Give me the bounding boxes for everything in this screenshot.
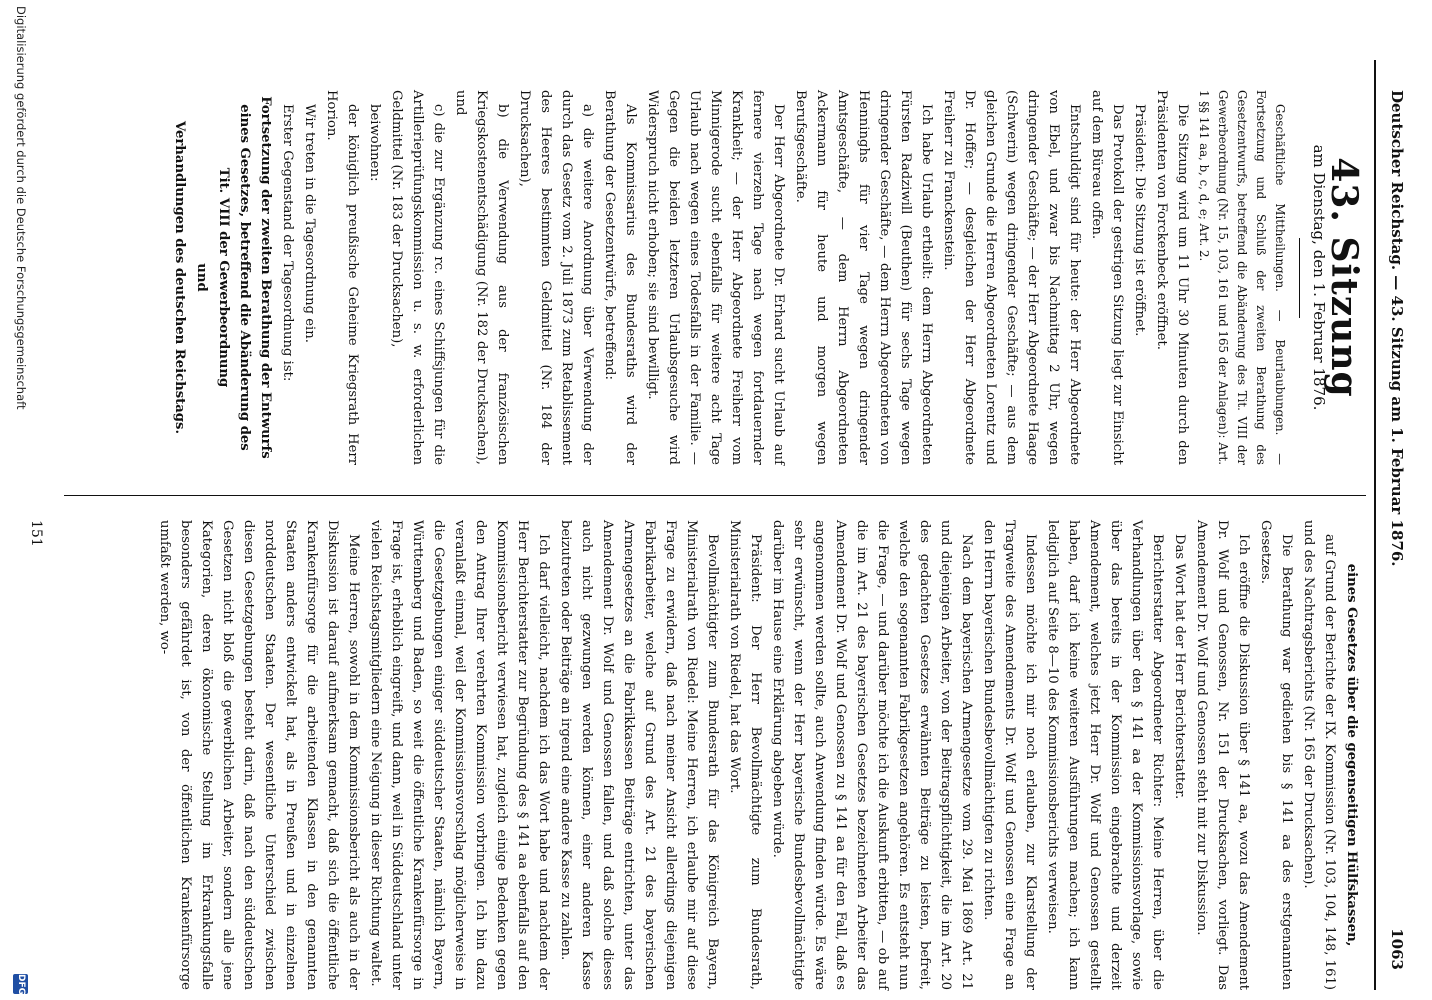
paragraph: Bevollmächtigter zum Bundesrath für das Königreich Bayern, Ministerialrath von Riedel: Meine Herren, ich erlaube mir auf diese Frage zu erwidern, daß nach meiner Ansicht allerdings diejenigen Fabrikarbeiter, welche auf Grund des Art. 21 des bayerischen Armengesetzes an die Fabrikkassen Beiträge entrichten, unter das Amendement Dr. Wolf und Genossen fallen, und daß solche dieses auch nicht gezwungen werden können, einer anderen Kasse beizutreten oder Beiträge an irgend eine andere Kasse zu zahlen.	[558, 520, 720, 990]
agenda-item-continued: eines Gesetzes über die gegenseitigen Hülfskassen,	[1344, 563, 1359, 947]
list-item-b: b) die Verwendung aus der französischen Kriegskostenentschädigung (Nr. 182 der Drucksachen), und	[453, 90, 510, 465]
opening-paragraph: Die Sitzung wird um 11 Uhr 30 Minuten durch den Präsidenten von Forckenbeck eröffnet.	[1154, 90, 1190, 465]
paragraph: Nach dem bayerischen Armengesetze vom 29. Mai 1869 Art. 21 und diejenigen Arbeiter, von der Beitragspflichtigkeit, die im Art. 20 des gedachten Gesetzes erwähnten Beiträge zu leisten, befreit, welche den sogenannten Fabrikgesetzen angehören. Es entsteht nun die Frage, — und darüber möchte ich die Auskunft erbitten, — ob auf die im Art. 21 des bayerischen Gesetzes bezeichneten Arbeiter das Amendement Dr. Wolf und Genossen zu § 141 aa für den Fall, daß es angenommen werden sollte, auch Anwendung finden würde. Es wäre sehr erwünscht, wenn der Herr bayerische Bundesbevollmächtigte darüber im Hause eine Erklärung abgeben würde.	[770, 520, 974, 990]
column-divider	[64, 495, 1366, 496]
running-header	[1376, 0, 1410, 1000]
list-item-a: a) die weitere Anordnung über Verwendung der durch das Gesetz vom 2. Juli 1873 zum Retablissement des Heeres bestimmten Geldmittel (Nr. 184 der Drucksachen),	[517, 90, 595, 465]
agenda-item-and: und	[194, 263, 209, 292]
footer-credit: Digitalisierung gefördert durch die Deutsche Forschungsgemeinschaft	[14, 6, 28, 410]
agenda-item-title: Fortsetzung der zweiten Berathung der Entwurfs eines Gesetzes, betreffend die Abänderung des Tit. VIII der Gewerbeordnung	[216, 96, 273, 459]
paragraph: Erster Gegenstand der Tagesordnung ist:	[280, 104, 295, 382]
header-title: Deutscher Reichstag. — 43. Sitzung am 1. Februar 1876.	[1388, 90, 1406, 567]
paragraph: Präsident: Der Herr Bevollmächtigte zum Bundesrath, Ministerialrath von Riedel, hat das Wort.	[727, 520, 763, 990]
paragraph: Ich darf vielleicht, nachdem ich das Wort habe und nachdem der Herr Berichterstatter zur Begründung des § 141 aa ebenfalls auf den Kommissionsbericht verwiesen hat, zugleich einige Bedenken gegen den Antrag Ihrer verehrten Kommission vorbringen. Ich bin dazu veranlaßt einmal, weil der Kommissionsvorschlag möglicherweise in die Gesetzgebungen einiger süddeutscher Staaten, nämlich Bayern, Württemberg und Baden, so weit die öffentliche Krankenfürsorge in Frage ist, erheblich eingreift, und dann, weil in Süddeutschland unter vielen Reichstagsmitgliedern eine Neigung in dieser Richtung waltet.	[368, 520, 551, 990]
sitting-date: am Dienstag, den 1. Februar 1876.	[1310, 144, 1328, 411]
sitting-title: 43. Sitzung	[1323, 157, 1365, 398]
paragraph: Das Wort hat der Herr Berichterstatter.	[1172, 534, 1187, 800]
dfg-logo-icon: DFG	[13, 974, 28, 994]
header-rule	[1374, 60, 1376, 990]
header-page-number: 1063	[1388, 928, 1406, 970]
paragraph: Der Herr Abgeordnete Dr. Erhard sucht Urlaub auf fernere vierzehn Tage nach wegen fortdauernder Krankheit; — der Herr Abgeordnete Freiherr vom Minnigerode sucht ebenfalls für weitere acht Tage Urlaub nach wegen eines Todesfalls in der Familie. — Gegen die beiden letzteren Urlaubsgesuche wird Widerspruch nicht erhoben; sie sind bewilligt.	[645, 90, 786, 465]
paragraph: Die Berathung war gediehen bis § 141 aa des erstgenannten Gesetzes.	[1258, 520, 1294, 990]
paragraph: Berichterstatter Abgeordneter Richter: Meine Herren, über die Verhandlungen über den § 141 aa der Kommissionsvorlage, sowie über das bereits in der Kommission eingebrachte und derzeit Amendement, welches jetzt Herr Dr. Wolf und Genossen gestellt haben, darf ich keine weiteren Ausführungen machen; ich kann lediglich auf Seite 8—10 des Kommissionsberichts verweisen.	[1045, 520, 1165, 990]
paragraph: Das Protokoll der gestrigen Sitzung liegt zur Einsicht auf dem Büreau offen.	[1089, 90, 1125, 465]
agenda-item-footer: Verhandlungen des deutschen Reichstags.	[172, 120, 187, 435]
page-signature: 151	[28, 520, 44, 547]
paragraph: der königlich preußische Geheime Kriegsrath Herr Horion.	[324, 90, 360, 465]
paragraph: auf Grund der Berichte der IX. Kommission (Nr. 103, 104, 148, 161) und des Nachtragsberichts (Nr. 165 der Drucksachen).	[1301, 520, 1337, 990]
paragraph: Ich eröffne die Diskussion über § 141 aa, wozu das Amendement Dr. Wolf und Genossen, Nr. 151 der Drucksachen, vorliegt. Das Amendement Dr. Wolf und Genossen steht mit zur Diskussion.	[1194, 520, 1251, 990]
paragraph: Meine Herren, sowohl in dem Kommissionsbericht als auch in der Diskussion ist darauf aufmerksam gemacht, daß sich die öffentliche Krankenfürsorge für die arbeitenden Klassen in den genannten Staaten anders entwickelt hat, als in Preußen und in einzelnen norddeutschen Staaten. Der wesentliche Unterschied zwischen diesen Gesetzgebungen besteht darin, daß nach den süddeutschen Gesetzen nicht bloß die gewerblichen Arbeiter, sondern alle jene Kategorien, deren ökonomische Stellung im Erkrankungsfalle besonders gefährdet ist, von der öffentlichen Krankenfürsorge umfaßt werden, wo-	[157, 520, 361, 990]
paragraph: Als Kommissarius des Bundesraths wird der Berathung der Gesetzentwürfe, betreffend:	[602, 90, 638, 465]
digitization-footer	[2, 0, 32, 1000]
right-column	[64, 520, 1362, 990]
paragraph: Entschuldigt sind für heute: der Herr Abgeordnete von Ebel, und zwar bis Nachmittag 2 Uhr, wegen dringender Geschäfte; — der Herr Abgeordnete Haage (Schwerin) wegen dringender Geschäfte; — aus dem gleichen Grunde die Herren Abgeordneten Lorentz und Dr. Hoffer; — desgleichen der Herr Abgeordnete Freiherr zu Franckenstein.	[941, 90, 1082, 465]
paragraph: Präsident: Die Sitzung ist eröffnet.	[1132, 104, 1147, 337]
left-column	[64, 90, 1365, 465]
agenda-summary: Geschäftliche Mittheilungen. — Beurlaubungen. — Fortsetzung und Schluß der zweiten Berathung des Gesetzentwurfs, betreffend die Abänderung des Tit. VIII der Gewerbeordnung (Nr. 15, 103, 161 und 165 der Anlagen): Art. 1 §§ 141 aa, b, c, d, e; Art. 2.	[1197, 90, 1287, 465]
list-item-c: c) die zur Ergänzung rc. eines Schiffsjungen für die Artillerieprüfungskommission u. s. w. erforderlichen Geldmittel (Nr. 183 der Drucksachen),	[389, 90, 446, 465]
paragraph: Wir treten in die Tagesordnung ein.	[302, 104, 317, 343]
paragraph: beiwohnen:	[367, 104, 382, 182]
paragraph: Indessen möchte ich mir noch erlauben, zur Klarstellung der Tragweite des Amendements Dr. Wolf und Genossen eine Frage an den Herrn bayerischen Bundesbevollmächtigten zu richten.	[981, 520, 1038, 990]
divider	[1299, 238, 1300, 318]
paragraph: Ich habe Urlaub ertheilt: dem Herrn Abgeordneten Fürsten Radziwill (Beuthen) für sechs Tage wegen dringender Geschäfte, — dem Herrn Abgeordneten von Henninghs für vier Tage wegen dringender Amtsgeschäfte, — dem Herrn Abgeordneten Ackermann für heute und morgen wegen Berufsgeschäfte.	[793, 90, 934, 465]
